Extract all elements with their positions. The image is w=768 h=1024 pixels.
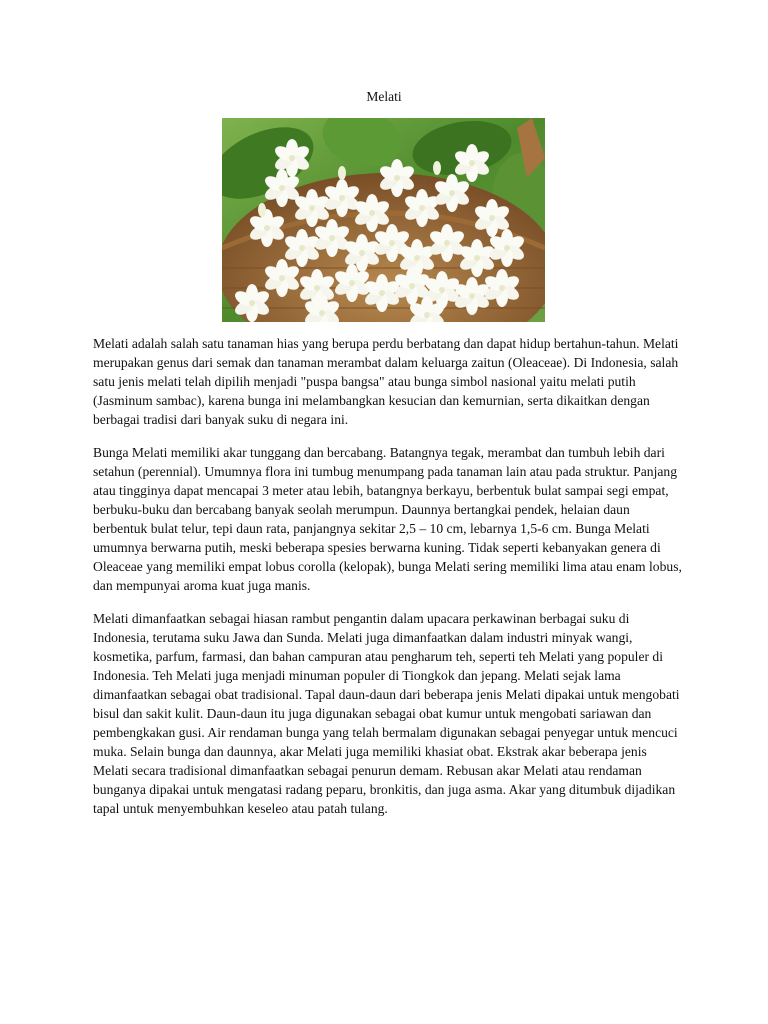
jasmine-flowers-photo — [222, 118, 545, 322]
document-body — [93, 334, 683, 832]
paragraph: Melati adalah salah satu tanaman hias yang berupa perdu berbatang dan dapat hidup bertahun-tahun. Melati merupakan genus dari semak dan tanaman merambat dalam keluarga zaitun (Oleaceae). Di Indonesia, salah satu jenis melati telah dipilih menjadi "puspa bangsa" atau bunga simbol nasional yaitu melati putih (Jasminum sambac), karena bunga ini melambangkan kesucian dan kemurnian, serta dikaitkan dengan berbagai tradisi dari banyak suku di negara ini. — [93, 336, 679, 427]
document-title: Melati — [366, 89, 402, 104]
paragraph: Melati dimanfaatkan sebagai hiasan rambut pengantin dalam upacara perkawinan berbagai suku di Indonesia, terutama suku Jawa dan Sunda. Melati juga dimanfaatkan dalam industri minyak wangi, kosmetika, parfum, farmasi, dan bahan campuran atau pengharum teh, seperti teh Melati yang populer di Indonesia. Teh Melati juga menjadi minuman populer di Tiongkok dan jepang. Melati sejak lama dimanfaatkan sebagai obat tradisional. Tapal daun-daun dari beberapa jenis Melati dipakai untuk mengobati bisul dan sakit kulit. Daun-daun itu juga digunakan sebagai obat kumur untuk mengobati sariawan dan pembengkakan gusi. Air rendaman bunga yang telah bermalam digunakan sebagai penyegar untuk mencuci muka. Selain bunga dan daunnya, akar Melati juga memiliki khasiat obat. Ekstrak akar beberapa jenis Melati secara tradisional dimanfaatkan sebagai penurun demam. Rebusan akar Melati atau rendaman bunganya dipakai untuk mengatasi radang peparu, bronkitis, dan juga asma. Akar yang ditumbuk dijadikan tapal untuk menyembuhkan keseleo atau patah tulang. — [93, 611, 680, 816]
paragraph: Bunga Melati memiliki akar tunggang dan bercabang. Batangnya tegak, merambat dan tumbuh lebih dari setahun (perennial). Umumnya flora ini tumbug menumpang pada tanaman lain atau pada struktur. Panjang atau tingginya dapat mencapai 3 meter atau lebih, batangnya berkayu, berbentuk bulat sampai segi empat, berbuku-buku dan bercabang banyak seolah merumpun. Daunnya bertangkai pendek, helaian daun berbentuk bulat telur, tepi daun rata, panjangnya sekitar 2,5 – 10 cm, lebarnya 1,5-6 cm. Bunga Melati umumnya berwarna putih, meski beberapa spesies berwarna kuning. Tidak seperti kebanyakan genera di Oleaceae yang memiliki empat lobus corolla (kelopak), bunga Melati sering memiliki lima atau enam lobus, dan mempunyai aroma kuat juga manis. — [93, 445, 682, 593]
